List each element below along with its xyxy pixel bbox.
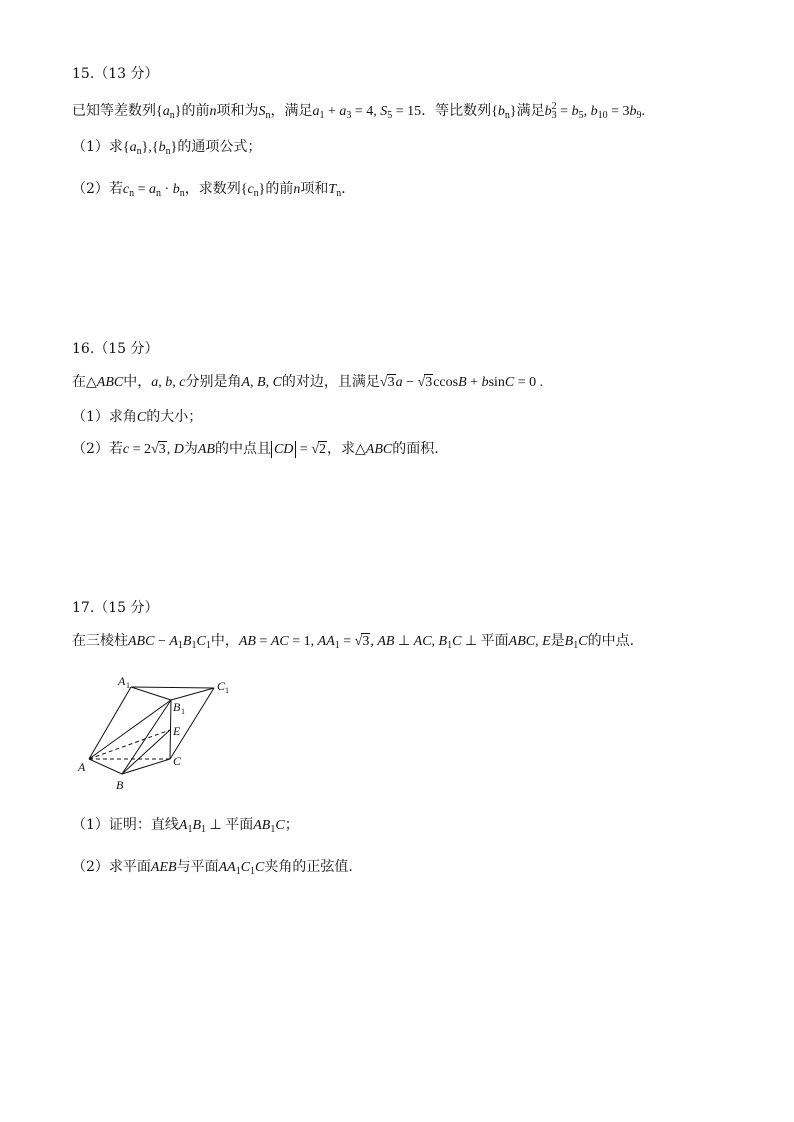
problem-16-stem: 在△ABC中，a, b, c分别是角A, B, C的对边，且满足√3a − √3ccosB + bsinC = 0 . xyxy=(72,374,544,390)
problem-16-part-1: （1）求角C的大小； xyxy=(72,409,203,425)
segment-a-e-hidden xyxy=(89,730,170,759)
problem-17-stem: 在三棱柱ABC − $A_1B_1C_1$中，AB = AC = 1, $AA_1 = √3$, AB ⊥ AC, $B_1C$ ⊥ 平面ABC, E是$B_1C$的中点. xyxy=(72,633,635,651)
label-c: C xyxy=(173,754,182,768)
label-c1: C xyxy=(217,679,226,693)
problem-15-number: 15.（13 分） xyxy=(72,66,159,82)
prism-figure xyxy=(76,672,246,797)
edge-a-a1 xyxy=(89,687,131,759)
problem-15-part-1: （1）求$\{a_n\},\{b_n\}$的通项公式； xyxy=(72,139,262,157)
label-e: E xyxy=(173,724,181,738)
label-b1: B xyxy=(173,700,181,714)
problem-17-part-2: （2）求平面AEB与平面$AA_1C_1C$夹角的正弦值. xyxy=(72,859,353,877)
problem-15-part-2: （2）若$c_n = a_n \cdot b_n$，求数列$\{c_n\}$的前n项和$T_n$． xyxy=(72,181,356,199)
label-a: A xyxy=(78,760,86,774)
svg-text:1: 1 xyxy=(126,681,130,690)
svg-text:1: 1 xyxy=(181,707,185,716)
edge-a1-c1 xyxy=(131,687,214,688)
edge-a-b xyxy=(89,759,122,774)
edge-b-c xyxy=(122,759,170,774)
svg-text:1: 1 xyxy=(225,686,229,695)
label-a1: A xyxy=(118,674,126,688)
segment-a-b1 xyxy=(89,700,171,759)
problem-16-part-2: （2）若c = 2√3, D为AB的中点且 CD = √2，求△ABC的面积. xyxy=(72,441,439,457)
problem-16-number: 16.（15 分） xyxy=(72,341,159,357)
edge-a1-b1 xyxy=(131,687,171,700)
edge-b-b1 xyxy=(122,700,171,774)
problem-15-stem: 已知等差数列$\{a_n\}$的前n项和为$S_n$，满足$a_1 + a_3 = 4$, $S_5 = 15$．等比数列$\{b_n\}$满足$b^2_3 = b_5$, $b_{10} = 3b_9$. xyxy=(72,101,645,121)
segment-b1-c xyxy=(170,700,171,759)
problem-17-number: 17.（15 分） xyxy=(72,600,159,616)
problem-17-part-1: （1）证明：直线$A_1B_1$ ⊥ 平面$AB_1C$； xyxy=(72,817,299,835)
segment-b-e xyxy=(122,730,170,774)
label-b: B xyxy=(116,778,124,792)
